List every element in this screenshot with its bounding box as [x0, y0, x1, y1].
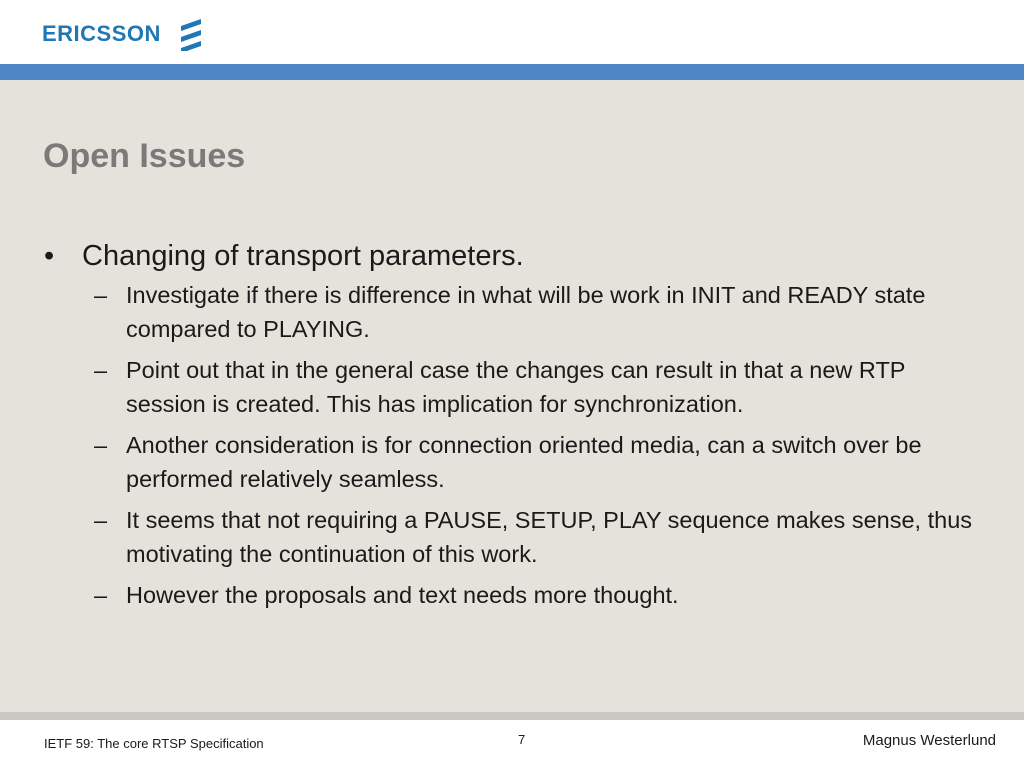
sub-bullet-item	[94, 578, 974, 612]
sub-bullet-text: Investigate if there is difference in what will be work in INIT and READY state compared to PLAYING.	[126, 282, 926, 343]
page-number: 7	[518, 732, 526, 747]
bullet-list	[44, 238, 974, 619]
sub-bullet-item	[94, 503, 974, 571]
footer-author: Magnus Westerlund	[862, 732, 996, 749]
footer-presentation-title: IETF 59: The core RTSP Specification	[44, 736, 264, 751]
sub-bullet-marker: –	[94, 582, 108, 609]
sub-bullet-text: Another consideration is for connection oriented media, can a switch over be performed relatively seamless.	[126, 432, 922, 493]
sub-bullet-text: It seems that not requiring a PAUSE, SETUP, PLAY sequence makes sense, thus motivating the continuation of this work.	[126, 507, 973, 568]
bullet-item	[44, 238, 974, 612]
bullet-marker: •	[44, 240, 55, 272]
sub-bullet-marker: –	[94, 432, 108, 459]
footer-band	[0, 712, 1024, 720]
bullet-text: Changing of transport parameters.	[82, 240, 524, 272]
sub-bullet-list	[94, 278, 974, 612]
sub-bullet-marker: –	[94, 357, 108, 384]
ericsson-logo	[42, 16, 205, 52]
slide-title: Open Issues	[43, 137, 246, 175]
sub-bullet-item	[94, 353, 974, 421]
ericsson-stripes-icon	[177, 17, 205, 51]
sub-bullet-text: Point out that in the general case the changes can result in that a new RTP session is created. This has implication for synchronization.	[126, 357, 906, 418]
bullet-row	[44, 238, 974, 274]
header-band	[0, 64, 1024, 80]
sub-bullet-item	[94, 278, 974, 346]
sub-bullet-marker: –	[94, 282, 108, 309]
sub-bullet-text: However the proposals and text needs more thought.	[126, 582, 679, 609]
slide-footer	[0, 720, 1024, 768]
sub-bullet-item	[94, 428, 974, 496]
sub-bullet-marker: –	[94, 507, 108, 534]
logo-wordmark: ERICSSON	[42, 21, 161, 46]
slide-header	[0, 0, 1024, 64]
